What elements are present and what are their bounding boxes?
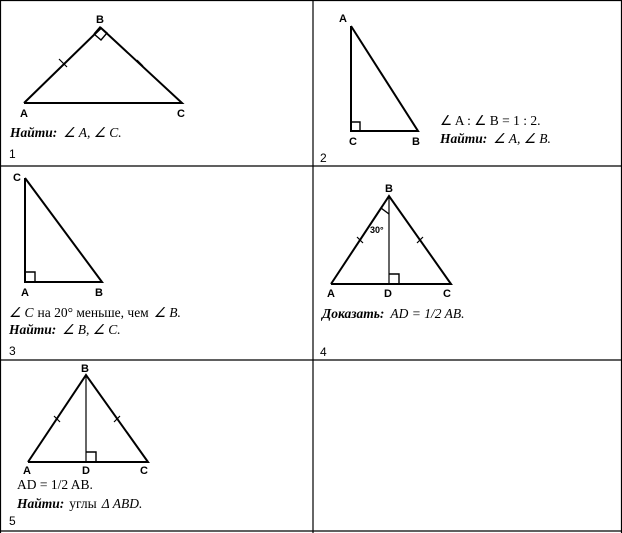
vertex-b-label: B <box>81 363 89 375</box>
vertex-a-label: A <box>327 288 335 300</box>
task-find-line <box>16 496 142 511</box>
vertex-c-label: C <box>177 108 185 120</box>
vertex-a-label: A <box>21 287 29 299</box>
given-text: AD = 1/2 AB. <box>17 477 93 492</box>
task-prove-line <box>320 306 465 321</box>
right-angle-mark <box>25 272 35 282</box>
vertex-b-label: B <box>385 183 393 195</box>
cell-number: 3 <box>9 344 16 358</box>
find-label: Найти: <box>10 125 58 140</box>
angle-arc <box>381 208 389 214</box>
ratio-text: ∠ A : ∠ B = 1 : 2. <box>440 113 541 128</box>
condition-text: на 20° меньше, чем <box>37 305 149 320</box>
task-find-line <box>439 131 551 146</box>
vertex-a-label: A <box>339 13 347 25</box>
triangle-abc <box>351 26 418 131</box>
task-find-line <box>9 125 122 140</box>
vertex-d-label: D <box>384 288 392 300</box>
find-label: Найти: <box>17 496 65 511</box>
vertex-c-label: C <box>349 136 357 148</box>
vertex-c-label: C <box>13 172 21 184</box>
angle-label: 30° <box>370 225 384 235</box>
vertex-a-label: A <box>20 108 28 120</box>
right-angle-mark <box>389 274 399 284</box>
triangle-abc <box>25 178 102 282</box>
vertex-a-label: A <box>23 465 31 477</box>
triangle-abc <box>24 28 182 103</box>
cell-5 <box>9 363 148 528</box>
cell-3 <box>8 172 181 358</box>
cell-2 <box>320 13 551 165</box>
cell-number: 4 <box>320 345 327 359</box>
find-text: ∠ B, ∠ C. <box>62 322 121 337</box>
condition-symbol-2: ∠ B. <box>153 305 181 320</box>
find-label: Найти: <box>9 322 57 337</box>
vertex-c-label: C <box>140 465 148 477</box>
vertex-d-label: D <box>82 465 90 477</box>
cell-number: 5 <box>9 514 16 528</box>
prove-label: Доказать: <box>322 306 385 321</box>
find-label: Найти: <box>440 131 488 146</box>
cell-1 <box>9 14 185 161</box>
vertex-b-label: B <box>95 287 103 299</box>
find-text: ∠ A, ∠ C. <box>63 125 122 140</box>
triangle-abc <box>28 375 148 462</box>
right-angle-mark <box>351 122 360 131</box>
condition-line <box>9 305 181 320</box>
task-find-line <box>8 322 121 337</box>
cell-number: 2 <box>320 151 327 165</box>
triangle-abc <box>331 196 451 284</box>
cell-number: 1 <box>9 147 16 161</box>
find-text: углы <box>69 496 97 511</box>
vertex-b-label: B <box>96 14 104 26</box>
prove-text: AD = 1/2 AB. <box>390 306 465 321</box>
vertex-b-label: B <box>412 136 420 148</box>
cell-4 <box>320 183 465 359</box>
condition-symbol: ∠ C <box>9 305 34 320</box>
vertex-c-label: C <box>443 288 451 300</box>
find-text: ∠ A, ∠ B. <box>493 131 551 146</box>
find-symbol: Δ ABD. <box>101 496 143 511</box>
right-angle-mark <box>86 452 96 462</box>
